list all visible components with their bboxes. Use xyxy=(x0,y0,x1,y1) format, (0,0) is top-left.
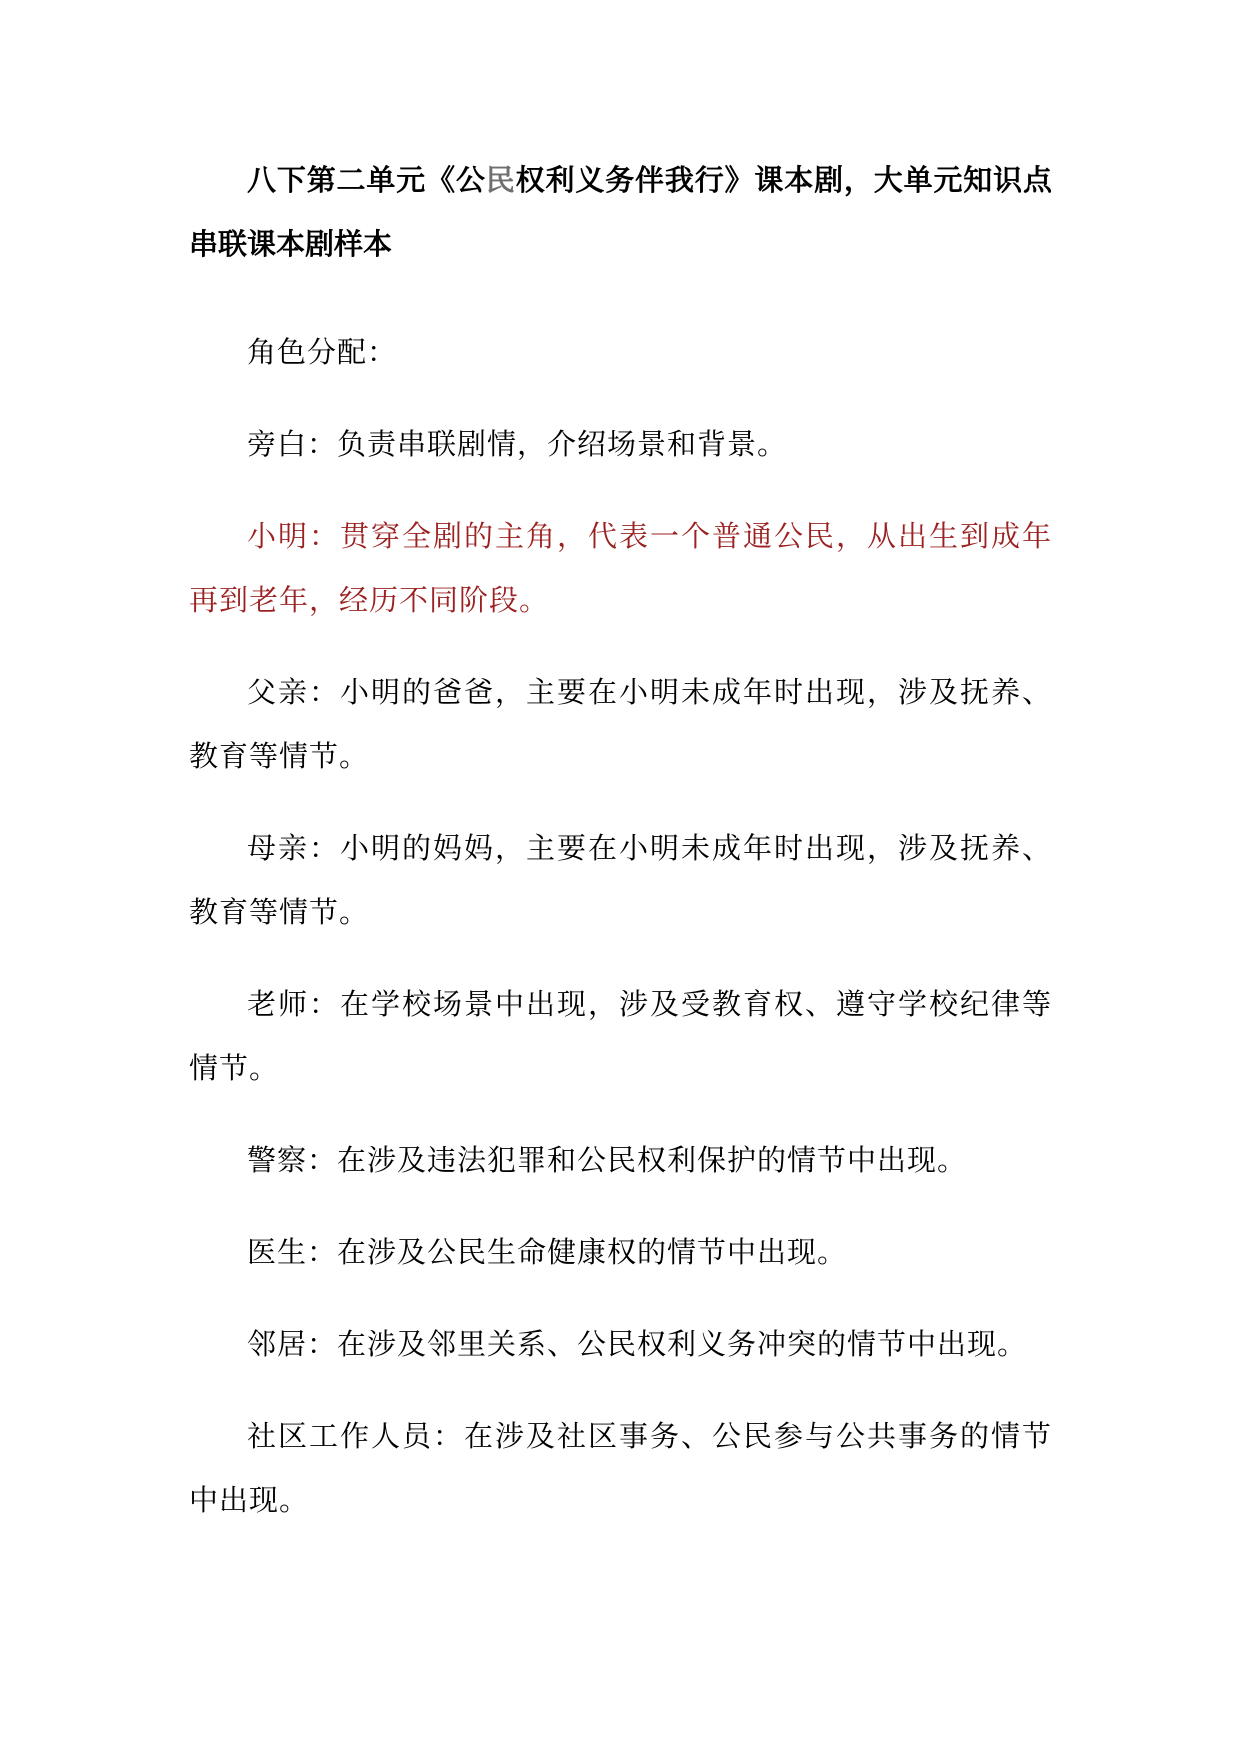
section-heading-role-assignment: 角色分配： xyxy=(247,335,398,369)
document-body xyxy=(189,148,1052,1560)
role-neighbor: 邻居：在涉及邻里关系、公民权利义务冲突的情节中出现。 xyxy=(247,1327,1028,1361)
document-title xyxy=(189,148,1052,276)
title-highlight-char: 民 xyxy=(485,163,516,197)
role-mother: 母亲：小明的妈妈，主要在小明未成年时出现，涉及抚养、教育等情节。 xyxy=(189,831,1052,929)
title-part-1: 八下第二单元《公 xyxy=(247,163,486,197)
role-father: 父亲：小明的爸爸，主要在小明未成年时出现，涉及抚养、教育等情节。 xyxy=(189,675,1052,773)
role-narrator: 旁白：负责串联剧情，介绍场景和背景。 xyxy=(247,427,788,461)
role-police: 警察：在涉及违法犯罪和公民权利保护的情节中出现。 xyxy=(247,1143,968,1177)
role-community-worker: 社区工作人员：在涉及社区事务、公民参与公共事务的情节中出现。 xyxy=(189,1419,1052,1517)
role-xiaoming: 小明：贯穿全剧的主角，代表一个普通公民，从出生到成年再到老年，经历不同阶段。 xyxy=(189,519,1052,617)
role-doctor: 医生：在涉及公民生命健康权的情节中出现。 xyxy=(247,1235,848,1269)
title-part-2: 权利义务伴我行》课本剧，大单元知识点串联课本剧样本 xyxy=(189,163,1052,261)
role-teacher: 老师：在学校场景中出现，涉及受教育权、遵守学校纪律等情节。 xyxy=(189,987,1052,1085)
